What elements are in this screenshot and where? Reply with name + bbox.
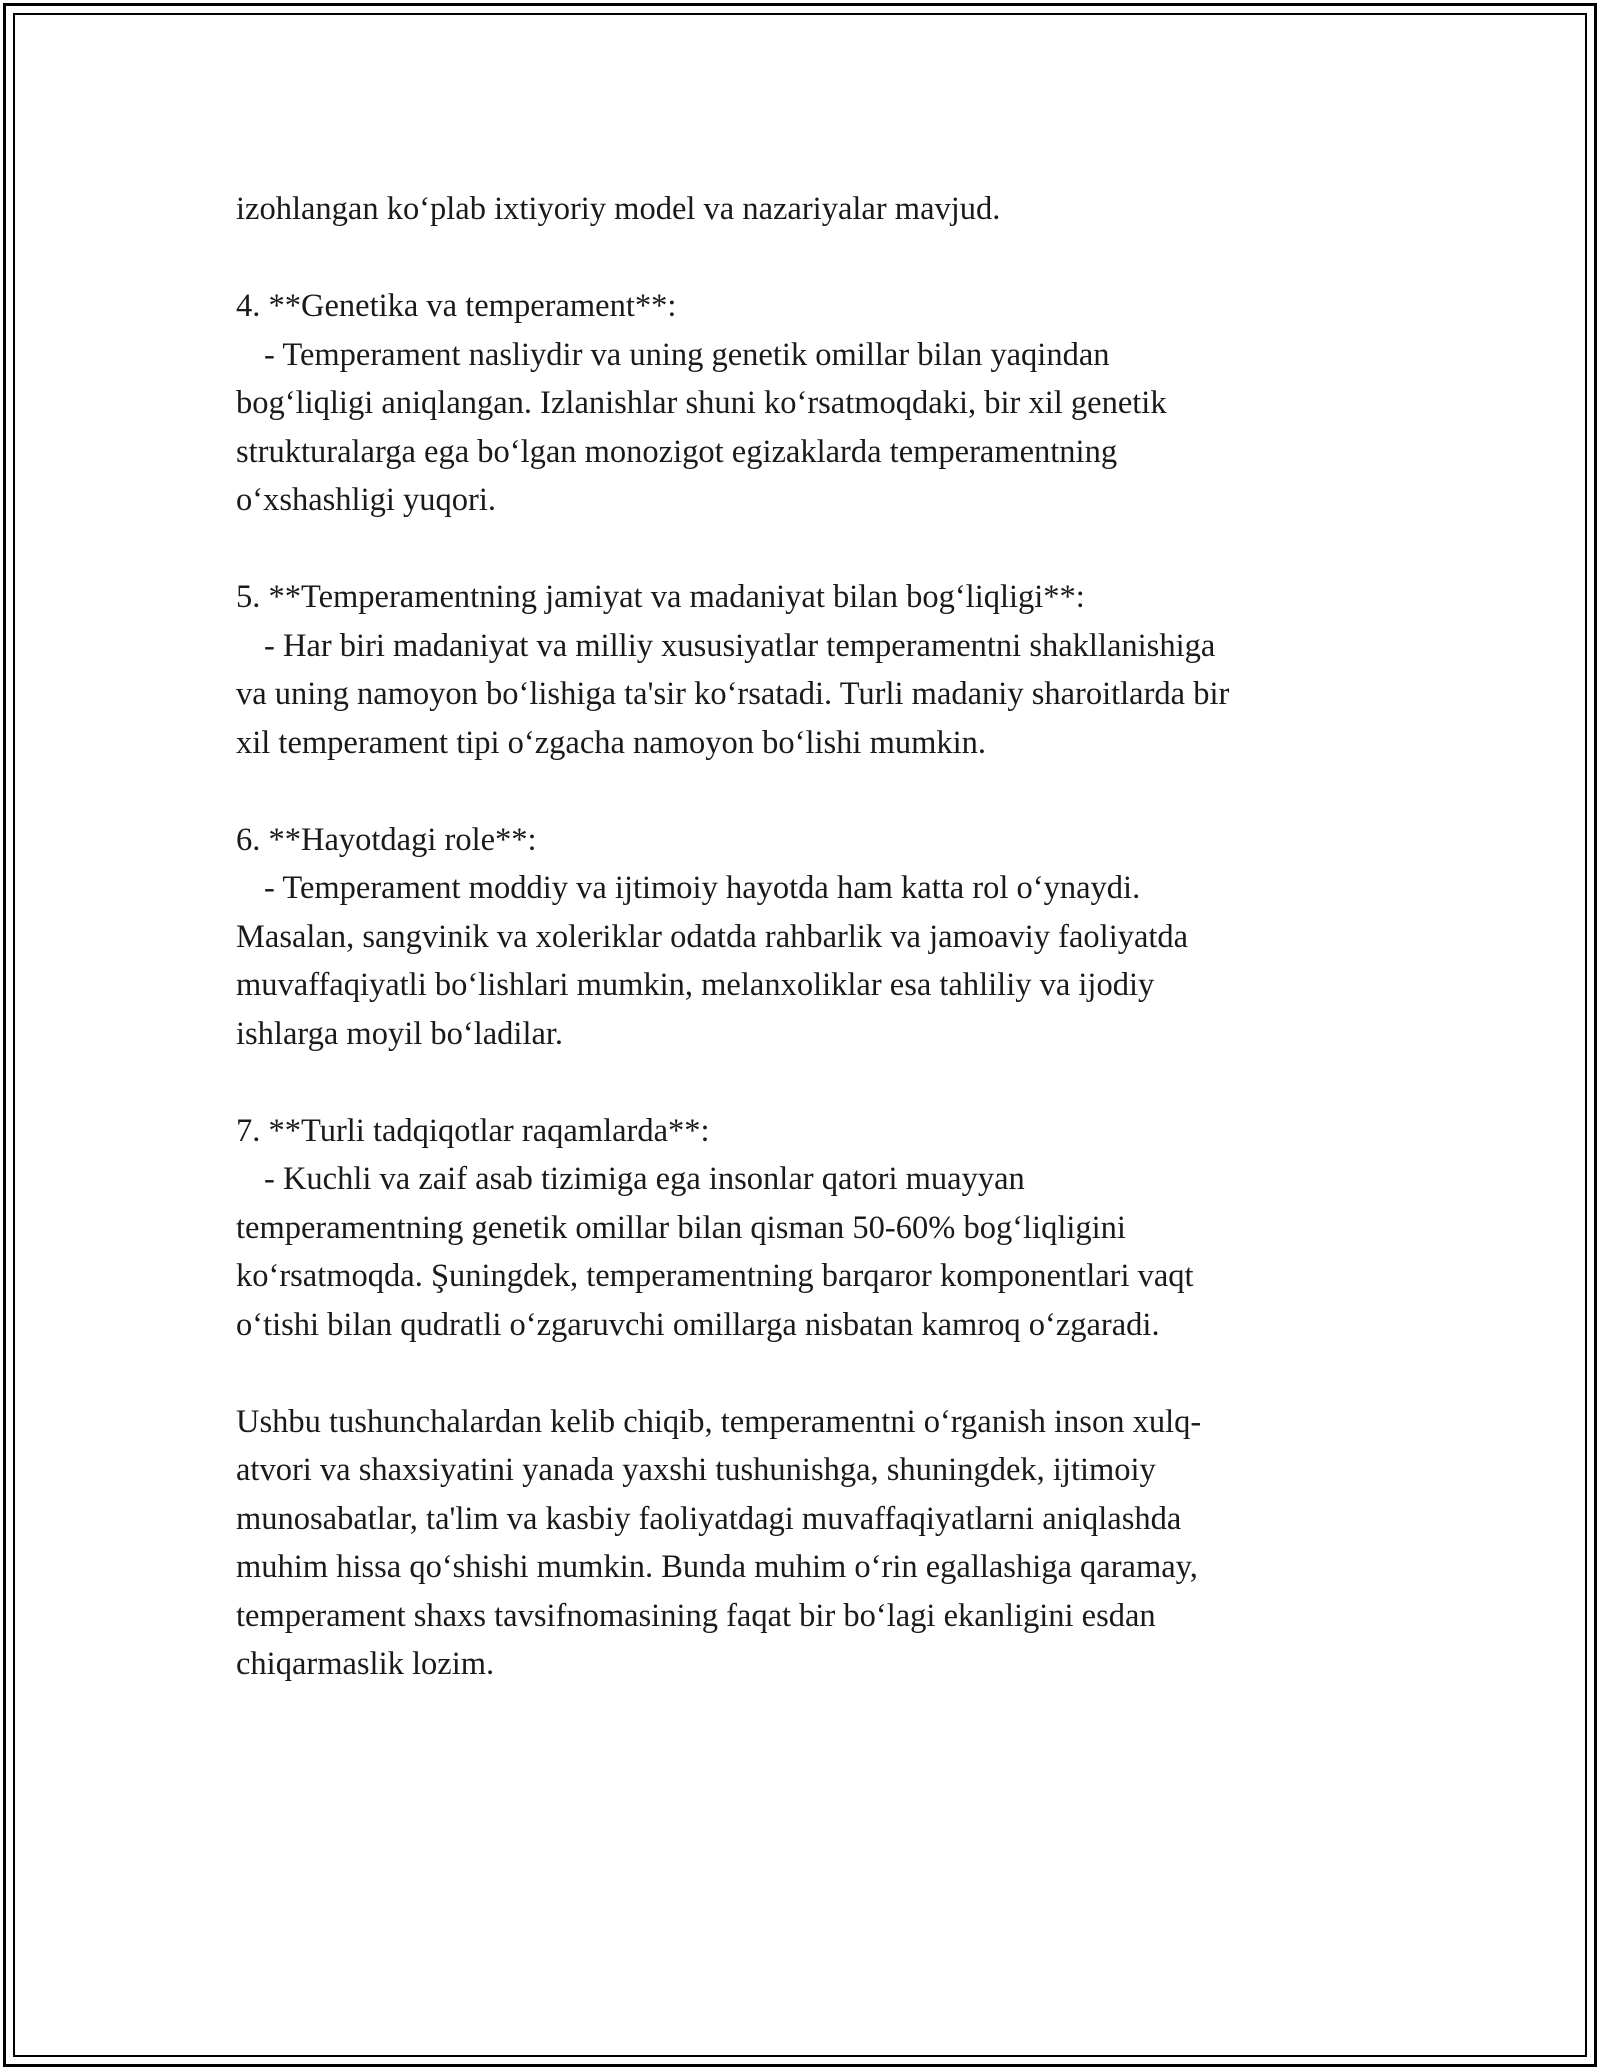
section-text-line: ishlarga moyil bo‘ladilar. <box>236 1015 564 1052</box>
section-text-line: muvaffaqiyatli bo‘lishlari mumkin, melanxoliklar esa tahliliy va ijodiy <box>236 967 1155 1003</box>
conclusion-line: munosabatlar, ta'lim va kasbiy faoliyatdagi muvaffaqiyatlarni aniqlashda <box>236 1500 1182 1537</box>
intro-line: izohlangan ko‘plab ixtiyoriy model va nazariyalar mavjud. <box>236 191 1001 227</box>
conclusion-line: temperament shaxs tavsifnomasining faqat bir bo‘lagi ekanligini esdan <box>236 1597 1156 1634</box>
section-text-line: va uning namoyon bo‘lishiga ta'sir ko‘rsatadi. Turli madaniy sharoitlarda bir <box>236 676 1230 712</box>
conclusion-line: atvori va shaxsiyatini yanada yaxshi tushunishga, shuningdek, ijtimoiy <box>236 1452 1156 1488</box>
section-genetics <box>236 282 1376 525</box>
section-heading: 7. **Turli tadqiqotlar raqamlarda**: <box>236 1112 710 1149</box>
section-text-line: Masalan, sangvinik va xoleriklar odatda rahbarlik va jamoaviy faoliyatda <box>236 918 1189 955</box>
section-society-culture <box>236 573 1376 767</box>
section-text-line: - Kuchli va zaif asab tizimiga ega insonlar qatori muayyan <box>264 1161 1025 1197</box>
document-body <box>236 185 1376 1737</box>
section-text-line: - Temperament nasliydir va uning genetik omillar bilan yaqindan <box>264 336 1110 373</box>
section-life-role <box>236 816 1376 1059</box>
conclusion-line: Ushbu tushunchalardan kelib chiqib, temperamentni o‘rganish inson xulq- <box>236 1403 1202 1440</box>
conclusion-line: chiqarmaslik lozim. <box>236 1646 495 1682</box>
section-text-line: bog‘liqligi aniqlangan. Izlanishlar shuni ko‘rsatmoqdaki, bir xil genetik <box>236 385 1167 421</box>
section-text-line: temperamentning genetik omillar bilan qisman 50-60% bog‘liqligini <box>236 1209 1126 1246</box>
conclusion-line: muhim hissa qo‘shishi mumkin. Bunda muhim o‘rin egallashiga qaramay, <box>236 1549 1198 1585</box>
section-heading: 5. **Temperamentning jamiyat va madaniyat bilan bog‘liqligi**: <box>236 579 1085 615</box>
section-heading: 4. **Genetika va temperament**: <box>236 288 677 324</box>
intro-paragraph <box>236 185 1376 234</box>
section-text-line: ko‘rsatmoqda. Şuningdek, temperamentning barqaror komponentlari vaqt <box>236 1258 1194 1294</box>
section-text-line: o‘tishi bilan qudratli o‘zgaruvchi omillarga nisbatan kamroq o‘zgaradi. <box>236 1306 1160 1343</box>
section-heading: 6. **Hayotdagi role**: <box>236 821 537 858</box>
section-text-line: strukturalarga ega bo‘lgan monozigot egizaklarda temperamentning <box>236 433 1118 470</box>
section-text-line: - Temperament moddiy va ijtimoiy hayotda ham katta rol o‘ynaydi. <box>264 870 1141 906</box>
section-text-line: - Har biri madaniyat va milliy xususiyatlar temperamentni shakllanishiga <box>264 627 1216 664</box>
section-research-numbers <box>236 1107 1376 1350</box>
section-text-line: xil temperament tipi o‘zgacha namoyon bo‘lishi mumkin. <box>236 724 987 761</box>
conclusion-paragraph <box>236 1398 1376 1689</box>
section-text-line: o‘xshashligi yuqori. <box>236 482 496 518</box>
